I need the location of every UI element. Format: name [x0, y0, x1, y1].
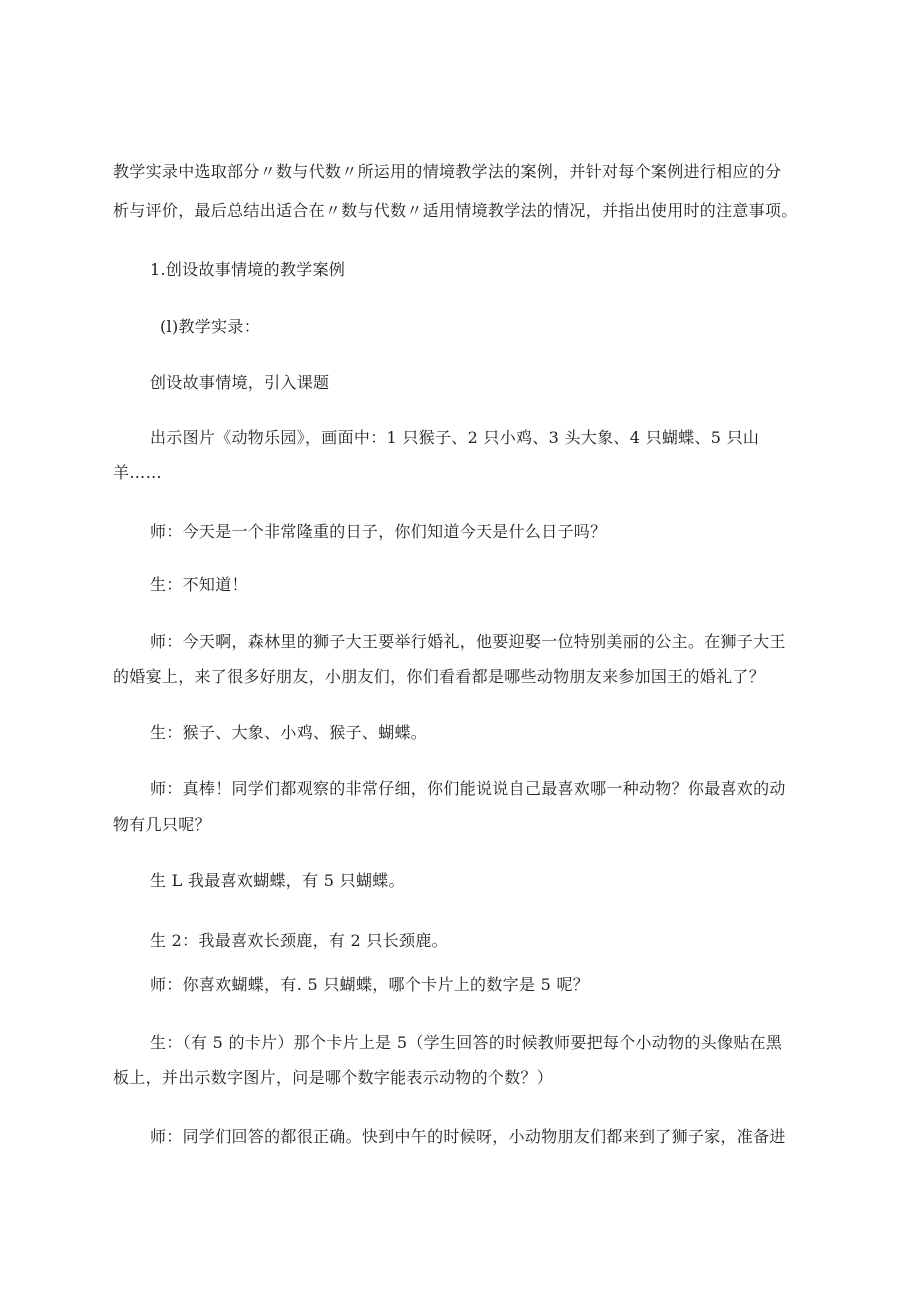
dialogue-line: 生：（有 5 的卡片）那个卡片上是 5（学生回答的时候教师要把每个小动物的头像贴在黑: [150, 1033, 783, 1052]
paragraph-line: 出示图片《动物乐园》，画面中：1 只猴子、2 只小鸡、3 头大象、4 只蝴蝶、5 只山: [150, 428, 760, 447]
dialogue-line: 师：你喜欢蝴蝶，有. 5 只蝴蝶，哪个卡片上的数字是 5 呢？: [150, 975, 590, 994]
paragraph-line: 羊……: [113, 463, 162, 482]
dialogue-line: 师：今天是一个非常隆重的日子，你们知道今天是什么日子吗？: [150, 522, 607, 541]
dialogue-line: 师：同学们回答的都很正确。快到中午的时候呀，小动物朋友们都来到了狮子家，准备进: [150, 1127, 786, 1146]
subsection-heading: (l)教学实录：: [160, 317, 261, 336]
paragraph-line: 析与评价，最后总结出适合在〃数与代数〃适用情境教学法的情况，并指出使用时的注意事项。: [113, 201, 798, 220]
section-heading: 1.创设故事情境的教学案例: [150, 260, 346, 279]
dialogue-line: 生 2：我最喜欢长颈鹿，有 2 只长颈鹿。: [150, 931, 448, 950]
dialogue-line: 生：不知道！: [150, 575, 248, 594]
paragraph-line: 创设故事情境，引入课题: [150, 373, 330, 392]
dialogue-line: 师：今天啊，森林里的狮子大王要举行婚礼，他要迎娶一位特别美丽的公主。在狮子大王: [150, 632, 786, 651]
dialogue-line: 生 L 我最喜欢蝴蝶，有 5 只蝴蝶。: [150, 871, 405, 890]
dialogue-line: 师：真棒！同学们都观察的非常仔细，你们能说说自己最喜欢哪一种动物？你最喜欢的动: [150, 779, 786, 798]
dialogue-line: 物有几只呢？: [113, 815, 211, 834]
paragraph-line: 教学实录中选取部分〃数与代数〃所运用的情境教学法的案例，并针对每个案例进行相应的分: [113, 162, 782, 181]
dialogue-line: 生：猴子、大象、小鸡、猴子、蝴蝶。: [150, 723, 428, 742]
dialogue-line: 板上，并出示数字图片，问是哪个数字能表示动物的个数？）: [113, 1068, 554, 1087]
dialogue-line: 的婚宴上，来了很多好朋友，小朋友们，你们看看都是哪些动物朋友来参加国王的婚礼了？: [113, 667, 766, 686]
